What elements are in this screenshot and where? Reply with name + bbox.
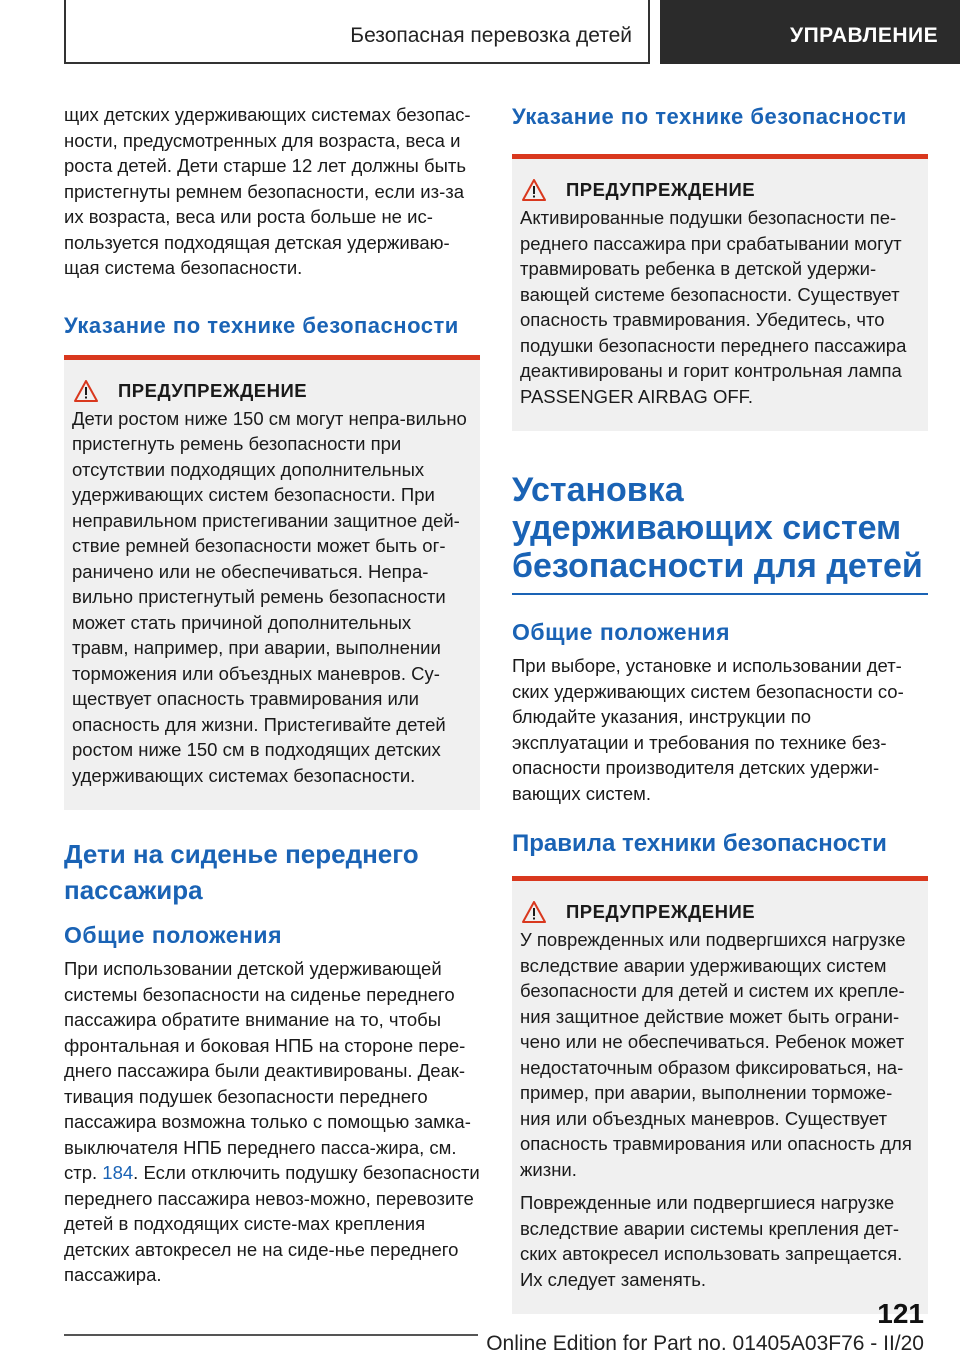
warning-box [64, 355, 480, 811]
warning-header [520, 179, 920, 201]
warning-text: Дети ростом ниже 150 см могут непра-вильно пристегнуть ремень безопасности при отсутствии подходящих дополнительных удерживающих систем безопасности. При неправильном пристегивании защитное дей-ствие ремней безопасности может быть ог-раничено или не обеспечиваться. Непра-вильно пристегнутый ремень безопасности может стать причиной дополнительных травм, например, при аварии, выполнении торможения или объездных маневров. Су-ществует опасность травмирования или опасность для жизни. Пристегивайте детей ростом ниже 150 см в подходящих детских удерживающих системах безопасности. [72, 407, 467, 786]
general-paragraph-right: При выборе, установке и использовании дет-ских удерживающих систем безопасности со-блюдайте указания, инструкции по эксплуатации и требования по технике без-опасности производителя детских удержи-вающих систем. [512, 655, 904, 804]
warning-title: ПРЕДУПРЕЖДЕНИЕ [118, 379, 308, 401]
warning-box-airbag [512, 154, 928, 431]
warning-text: Активированные подушки безопасности пе-реднего пассажира при срабатывании могут травмировать ребенка в детской удержи-вающей системе безопасности. Существует опасность травмирования. Убедитесь, что подушки безопасности переднего пассажира деактивированы и горит контрольная лампа PASSENGER AIRBAG OFF. [520, 207, 907, 407]
heading-general-right: Общие положения [512, 619, 730, 645]
page-ref-link[interactable]: 184 [102, 1162, 134, 1183]
heading-safety-note: Указание по технике безопасности [64, 312, 459, 338]
warning-triangle-icon [74, 380, 98, 402]
warning-title: ПРЕДУПРЕЖДЕНИЕ [566, 179, 756, 200]
warning-box-damaged [512, 876, 928, 1314]
left-column [64, 102, 480, 1296]
heading-safety-rules: Правила техники безопасности [512, 830, 887, 857]
warning-text-2: Поврежденные или подвергшиеся нагрузке вследствие аварии системы крепления дет-ских автокресел использовать запрещается. Их следует заменять. [520, 1192, 903, 1290]
heading-front-passenger: Дети на сиденье переднего пассажира [64, 839, 419, 905]
warning-header [520, 901, 920, 923]
right-column [512, 102, 928, 1314]
warning-triangle-icon [522, 179, 546, 201]
header-section-title: Безопасная перевозка детей [350, 24, 632, 47]
warning-header [72, 380, 472, 402]
general-text-b: . Если отключить подушку безопасности переднего пассажира невоз-можно, перевозите детей в подходящих систе-мах крепления детских автокресел не на сиде-нье переднего пассажира. [64, 1162, 480, 1285]
heading-safety-note-right: Указание по технике безопасности [512, 104, 907, 129]
warning-title: ПРЕДУПРЕЖДЕНИЕ [566, 901, 756, 922]
footer-edition: Online Edition for Part no. 01405A03F76 - II/20 [478, 1332, 924, 1356]
general-paragraph [64, 956, 480, 1288]
general-text-a: При использовании детской удерживающей системы безопасности на сиденье переднего пассажира обратите внимание на то, чтобы фронтальная и боковая НПБ на стороне пере-днего пассажира были деактивированы. Деак-тивация подушек безопасности переднего пассажира возможна только с помощью замка-выключателя НПБ переднего пасса-жира, см. стр. [64, 958, 471, 1183]
page-number: 121 [877, 1298, 924, 1329]
heading-install-systems: Установка удерживающих систем безопасности для детей [512, 471, 923, 585]
warning-text: У поврежденных или подвергшихся нагрузке вследствие аварии удерживающих систем безопасности для детей и систем их крепле-ния защитное действие может быть ограни-чено или не обеспечиваться. Ребенок может недостаточным образом фиксироваться, на-пример, при аварии, выполнении торможе-ния или объездных маневров. Существует опасность травмирования или опасность для жизни. [520, 929, 912, 1180]
warning-triangle-icon [522, 901, 546, 923]
header-chapter-tab: УПРАВЛЕНИЕ [660, 0, 960, 64]
heading-general: Общие положения [64, 922, 282, 948]
intro-paragraph: щих детских удерживающих системах безопас-ности, предусмотренных для возраста, веса и роста детей. Дети старше 12 лет должны быть пристегнуты ремнем безопасности, если из-за их возраста, веса или роста больше не ис-пользуется подходящая детская удерживаю-щая система безопасности. [64, 104, 471, 278]
